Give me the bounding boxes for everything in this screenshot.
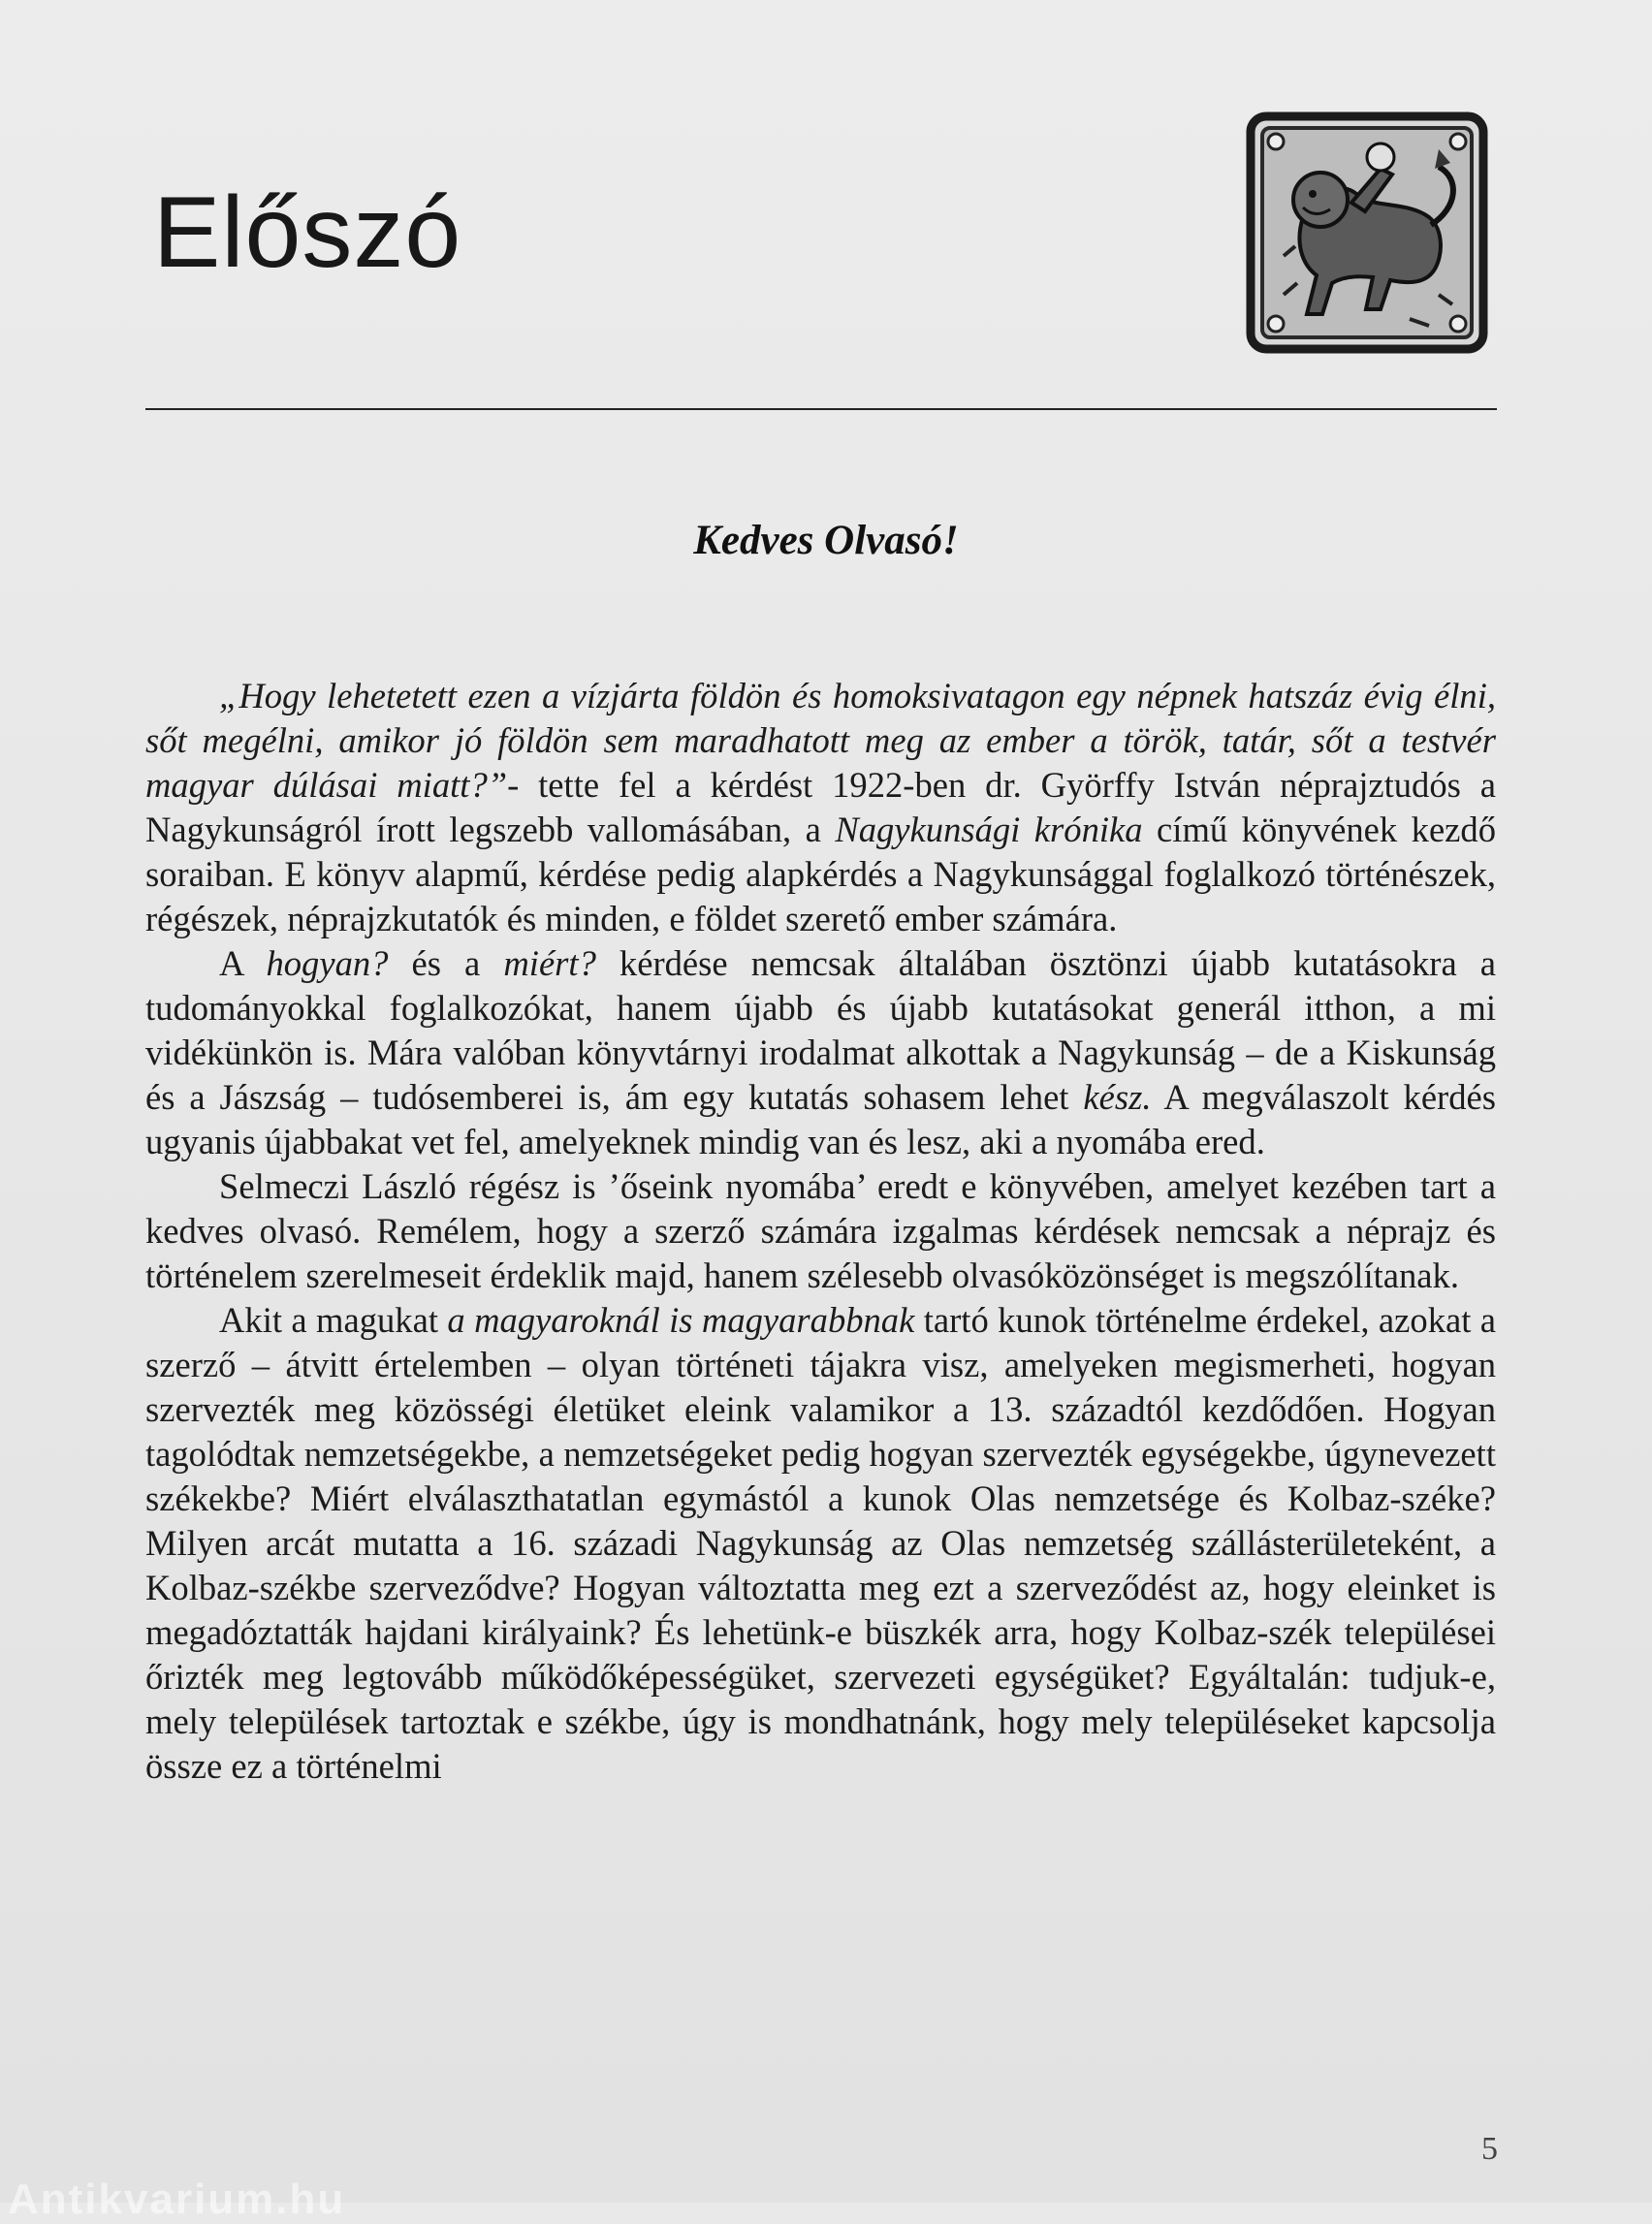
paragraph-4 [145,1298,1496,1789]
paragraph-2 [145,941,1496,1164]
text-run: című könyvének kezdő soraiban. E könyv alapmű, kérdése pedig alapkérdés a Nagykunsággal foglalkozó történészek, régészek, néprajzkutatók és minden, e földet szerető ember számára. [145,810,1496,938]
cuman-seal-lion-icon [1245,111,1489,355]
text-run: Selmeczi László régész is ’őseink nyomába’ eredt e könyvében, amelyet kezében tart a kedves olvasó. Remélem, hogy a szerző számára izgalmas kérdések nemcsak a néprajz és történelem szerelmeseit érdeklik majd, hanem szélesebb olvasóközönséget is megszólítanak. [145,1166,1496,1295]
text-run: A [219,943,267,983]
body-text [145,674,1496,1789]
watermark: Antikvarium.hu [8,2176,346,2223]
book-title: Nagykunsági krónika [835,810,1143,849]
text-run: - tette fel a kérdést 1922-ben dr. Györffy István néprajztudós a Nagykunságról írott legszebb vallomásában, a [145,765,1496,849]
emphasis: hogyan? [266,943,389,983]
emphasis: a magyaroknál is magyarabbnak [447,1300,915,1340]
emphasis: kész. [1083,1077,1152,1117]
paragraph-3 [145,1164,1496,1298]
text-run: Akit a magukat [219,1300,448,1340]
page-number: 5 [1481,2131,1498,2167]
emphasis: miért? [503,943,596,983]
text-run: tartó kunok történelme érdekel, azokat a szerző – átvitt értelemben – olyan történeti tájakra visz, amelyeken megismerheti, hogyan szervezték meg közösségi életüket eleink valamikor a 13. századtól kezdődően. Hogyan tagolódtak nemzetségekbe, a nemzetségeket pedig hogyan szervezték egységekbe, úgynevezett székekbe? Miért elválaszthatatlan egymástól a kunok Olas nemzetsége és Kolbaz-széke? Milyen arcát mutatta a 16. századi Nagykunság az Olas nemzetség szállásterületeként, a Kolbaz-székbe szerveződve? Hogyan változtatta meg ezt a szerveződést az, hogy eleinket is megadóztatták hajdani királyaink? És lehetünk-e büszkék arra, hogy Kolbaz-szék települései őrizték meg legtovább működőképességüket, szervezeti egységüket? Egyáltalán: tudjuk-e, mely települések tartoztak e székbe, úgy is mondhatnánk, hogy mely településeket kapcsolja össze ez a történelmi [145,1300,1497,1786]
text-run: kérdése nemcsak általában ösztönzi újabb kutatásokra a tudományokkal foglalkozókat, hanem újabb és újabb kutatásokat generál itthon, a mi vidékünkön is. Mára valóban könyvtárnyi irodalmat alkottak a Nagykunság – de a Kiskunság és a Jászság – tudósemberei is, ám egy kutatás sohasem lehet [145,943,1496,1117]
salutation-heading: Kedves Olvasó! [693,518,959,563]
page-title: Előszó [153,176,462,289]
text-run: és a [388,943,504,983]
text-run: A megválaszolt kérdés ugyanis újabbakat vet fel, amelyeknek mindig van és lesz, aki a nyomába ered. [145,1077,1496,1161]
quote-gyorffy: „Hogy lehetetett ezen a vízjárta földön és homoksivatagon egy népnek hatszáz évig élni, sőt megélni, amikor jó földön sem maradhatott meg az ember a török, tatár, sőt a testvér magyar dúlásai miatt?” [145,676,1496,805]
paragraph-1 [145,674,1496,941]
title-divider [145,408,1497,410]
